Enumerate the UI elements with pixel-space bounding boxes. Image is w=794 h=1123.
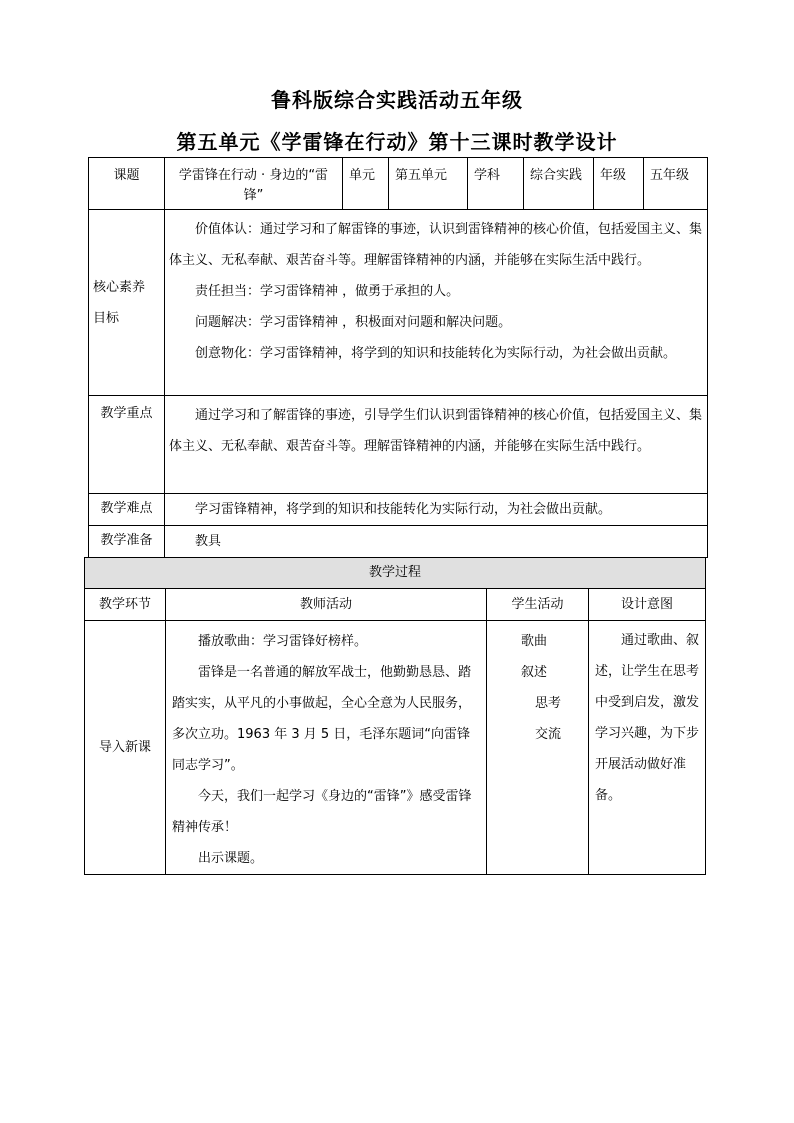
preparation-content — [165, 526, 708, 558]
difficulties-label: 教学难点 — [89, 494, 165, 526]
grade-value: 五年级 — [644, 158, 708, 210]
core-literacy-paragraph: 价值体认：通过学习和了解雷锋的事迹，认识到雷锋精神的核心价值，包括爱国主义、集体主义、无私奉献、艰苦奋斗等。理解雷锋精神的内涵，并能够在实际生活中践行。 — [169, 222, 703, 268]
core-literacy-paragraph: 创意物化：学习雷锋精神，将学到的知识和技能转化为实际行动，为社会做出贡献。 — [195, 346, 677, 361]
student-activity-item: 叙述 — [521, 665, 548, 680]
subject-value: 综合实践 — [524, 158, 594, 210]
student-activity — [487, 621, 589, 875]
teacher-activity — [166, 621, 487, 875]
unit-value: 第五单元 — [389, 158, 468, 210]
course-value: 学雷锋在行动 · 身边的“雷锋” — [165, 158, 343, 210]
student-activity-item: 思考 — [535, 696, 562, 711]
teacher-paragraph: 雷锋是一名普通的解放军战士，他勤勤恳恳、踏踏实实，从平凡的小事做起，全心全意为人民服务，多次立功。1963 年 3 月 5 日，毛泽东题词“向雷锋同志学习”。 — [172, 665, 472, 773]
grade-label: 年级 — [594, 158, 644, 210]
key-points-content — [165, 396, 708, 494]
process-stage: 导入新课 — [85, 621, 166, 875]
design-intent-text: 通过歌曲、叙述，让学生在思考中受到启发，激发学习兴趣，为下步开展活动做好准备。 — [595, 633, 700, 803]
preparation-label: 教学准备 — [89, 526, 165, 558]
lesson-info-table — [88, 157, 708, 558]
core-literacy-label: 核心素养目标 — [89, 210, 165, 396]
core-literacy-content — [165, 210, 708, 396]
process-header-student: 学生活动 — [487, 589, 589, 621]
teaching-process-table — [84, 557, 706, 875]
core-literacy-paragraph: 问题解决：学习雷锋精神 ，积极面对问题和解决问题。 — [195, 315, 512, 330]
process-header-intent: 设计意图 — [589, 589, 706, 621]
process-header-stage: 教学环节 — [85, 589, 166, 621]
process-title: 教学过程 — [85, 558, 706, 589]
key-points-text: 通过学习和了解雷锋的事迹，引导学生们认识到雷锋精神的核心价值，包括爱国主义、集体主义、无私奉献、艰苦奋斗等。理解雷锋精神的内涵，并能够在实际生活中践行。 — [169, 408, 703, 454]
student-activity-item: 交流 — [535, 727, 562, 742]
preparation-text: 教具 — [195, 534, 222, 549]
document-subtitle: 第五单元《学雷锋在行动》第十三课时教学设计 — [176, 130, 618, 154]
teacher-paragraph: 播放歌曲：学习雷锋好榜样。 — [198, 634, 368, 649]
unit-label: 单元 — [343, 158, 389, 210]
design-intent — [589, 621, 706, 875]
difficulties-text: 学习雷锋精神，将学到的知识和技能转化为实际行动，为社会做出贡献。 — [195, 502, 612, 517]
subject-label: 学科 — [468, 158, 524, 210]
teacher-paragraph: 出示课题。 — [198, 851, 264, 866]
key-points-label: 教学重点 — [89, 396, 165, 494]
difficulties-content — [165, 494, 708, 526]
core-literacy-paragraph: 责任担当：学习雷锋精神 ，做勇于承担的人。 — [195, 284, 460, 299]
teacher-paragraph: 今天，我们一起学习《身边的“雷锋”》感受雷锋精神传承！ — [172, 789, 472, 835]
student-activity-item: 歌曲 — [521, 634, 548, 649]
course-label: 课题 — [89, 158, 165, 210]
document-title: 鲁科版综合实践活动五年级 — [271, 88, 523, 112]
process-header-teacher: 教师活动 — [166, 589, 487, 621]
